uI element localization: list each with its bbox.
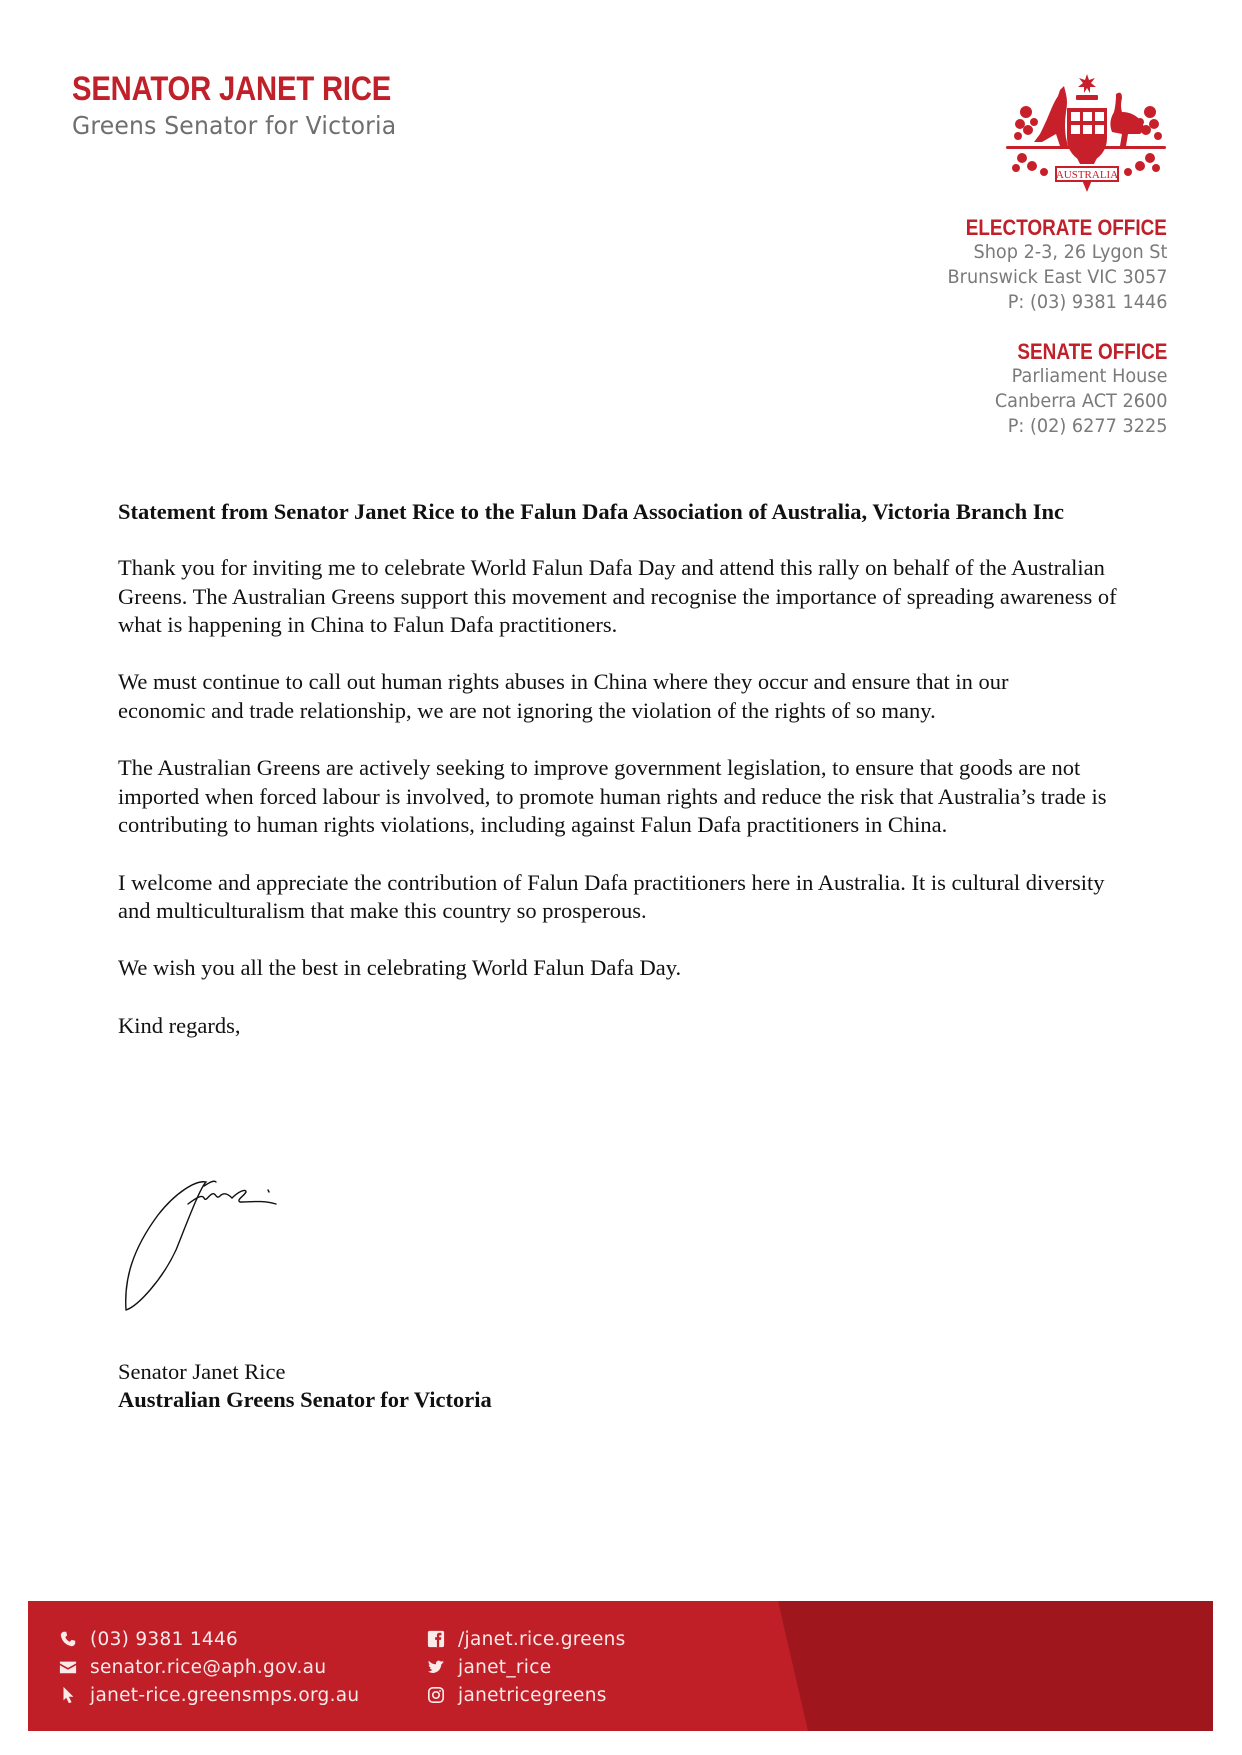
footer-instagram-text: janetricegreens bbox=[458, 1684, 607, 1706]
office-addresses bbox=[931, 215, 1167, 463]
footer-facebook-text: /janet.rice.greens bbox=[458, 1628, 626, 1650]
footer-twitter[interactable] bbox=[426, 1653, 626, 1681]
footer-website-text: janet-rice.greensmps.org.au bbox=[90, 1684, 360, 1706]
office-address-line: Parliament House bbox=[1011, 365, 1167, 387]
cursor-icon bbox=[58, 1685, 78, 1705]
contact-footer bbox=[28, 1601, 1213, 1731]
letter-paragraph: I welcome and appreciate the contribution of Falun Dafa practitioners here in Australia. It is cultural diversity and multiculturalism that make this country so prosperous. bbox=[118, 869, 1105, 924]
footer-email[interactable] bbox=[58, 1653, 359, 1681]
signature-block bbox=[118, 1358, 492, 1414]
letter-paragraph: We must continue to call out human rights abuses in China where they occur and ensure that in our economic and trade relationship, we are not ignoring the violation of the rights of so many. bbox=[118, 669, 1009, 723]
crest-scroll-label: AUSTRALIA bbox=[1055, 169, 1119, 181]
office-phone: P: (02) 6277 3225 bbox=[1007, 415, 1167, 437]
signatory-name: Senator Janet Rice bbox=[118, 1359, 286, 1384]
office-address-line: Shop 2-3, 26 Lygon St bbox=[973, 241, 1167, 263]
footer-contact-column bbox=[58, 1625, 359, 1709]
office-heading: SENATE OFFICE bbox=[1017, 339, 1167, 364]
letter-paragraph: Thank you for inviting me to celebrate World Falun Dafa Day and attend this rally on behalf of the Australian Greens. The Australian Greens support this movement and recognise the importance of spreading awareness of what is happening in China to Falun Dafa practitioners. bbox=[118, 555, 1117, 638]
senator-subtitle: Greens Senator for Victoria bbox=[72, 111, 397, 140]
senate-office bbox=[931, 339, 1167, 439]
footer-website[interactable] bbox=[58, 1681, 359, 1709]
footer-phone-text: (03) 9381 1446 bbox=[90, 1628, 239, 1650]
facebook-icon bbox=[426, 1629, 446, 1649]
signature-image bbox=[118, 1160, 378, 1320]
footer-instagram[interactable] bbox=[426, 1681, 626, 1709]
instagram-icon bbox=[426, 1685, 446, 1705]
footer-email-text: senator.rice@aph.gov.au bbox=[90, 1656, 327, 1678]
office-address-line: Canberra ACT 2600 bbox=[994, 390, 1167, 412]
phone-icon bbox=[58, 1629, 78, 1649]
office-address-line: Brunswick East VIC 3057 bbox=[947, 266, 1167, 288]
closing-line: Kind regards, bbox=[118, 1012, 241, 1038]
signatory-title: Australian Greens Senator for Victoria bbox=[118, 1387, 492, 1412]
envelope-icon bbox=[58, 1657, 78, 1677]
office-phone: P: (03) 9381 1446 bbox=[1007, 291, 1167, 313]
footer-social-column bbox=[426, 1625, 626, 1709]
footer-facebook[interactable] bbox=[426, 1625, 626, 1653]
letter-paragraph: The Australian Greens are actively seeking to improve government legislation, to ensure that goods are not imported when forced labour is involved, to promote human rights and reduce the risk that Australia’s trade is contributing to human rights violations, including against Falun Dafa practitioners in China. bbox=[118, 755, 1107, 838]
twitter-icon bbox=[426, 1657, 446, 1677]
senator-name-heading: SENATOR JANET RICE bbox=[72, 70, 392, 108]
statement-heading: Statement from Senator Janet Rice to the Falun Dafa Association of Australia, Victoria Branch Inc bbox=[118, 499, 1064, 524]
letter-paragraph: We wish you all the best in celebrating World Falun Dafa Day. bbox=[118, 955, 682, 981]
footer-twitter-text: janet_rice bbox=[458, 1656, 552, 1678]
letter-body bbox=[118, 497, 1128, 1069]
electorate-office bbox=[931, 215, 1167, 315]
coat-of-arms-icon bbox=[1004, 72, 1168, 194]
footer-phone[interactable] bbox=[58, 1625, 359, 1653]
office-heading: ELECTORATE OFFICE bbox=[965, 215, 1167, 240]
